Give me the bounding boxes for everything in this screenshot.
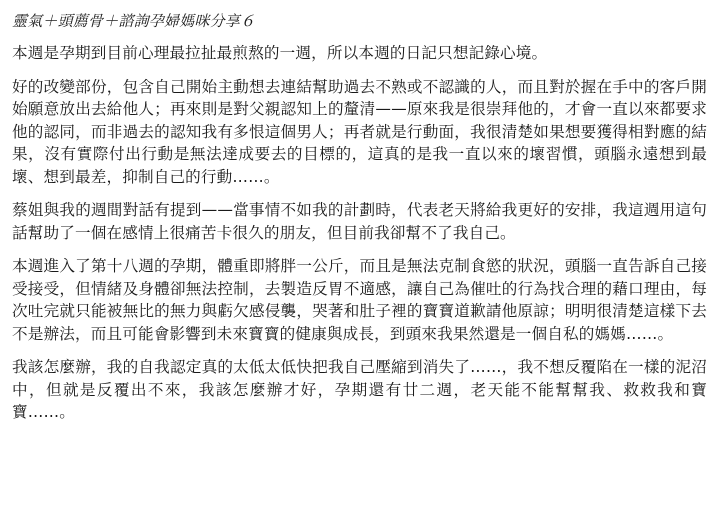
paragraph-3: 蔡姐與我的週間對話有提到——當事情不如我的計劃時，代表老天將給我更好的安排，我這週用這句話幫助了一個在感情上很痛苦卡很久的朋友，但目前我卻幫不了我自己。 — [12, 201, 707, 242]
paragraph-4: 本週進入了第十八週的孕期，體重即將胖一公斤，而且是無法克制食慾的狀況，頭腦一直告訴自己接受接受，但情緒及身體卻無法控制，去製造反胃不適感，讓自己為催吐的行為找合理的藉口理由，每次吐完就只能被無比的無力與虧欠感侵襲，哭著和肚子裡的寶寶道歉請他原諒；明明很清楚這樣下去不是辦法，而且可能會影響到未來寶寶的健康與成長，到頭來我果然還是一個自私的媽媽……。 — [12, 257, 707, 343]
paragraph-1: 本週是孕期到目前心理最拉扯最煎熬的一週，所以本週的日記只想記錄心境。 — [12, 44, 548, 62]
paragraph-5: 我該怎麼辦，我的自我認定真的太低太低快把我自己壓縮到消失了……，我不想反覆陷在一樣的泥沼中，但就是反覆出不來，我該怎麼辦才好，孕期還有廿二週，老天能不能幫幫我、救救我和寶寶……。 — [12, 358, 707, 421]
document-title: 靈氣＋頭薦骨＋諮詢孕婦媽咪分享６ — [12, 12, 256, 30]
paragraph-2: 好的改變部份，包含自己開始主動想去連結幫助過去不熟或不認識的人，而且對於握在手中的客戶開始願意放出去給他人；再來則是對父親認知上的釐清——原來我是很崇拜他的，才會一直以來都要求他的認同，而非過去的認知我有多恨這個男人；再者就是行動面，我很清楚如果想要獲得相對應的結果，沒有實際付出行動是無法達成要去的目標的，這真的是我一直以來的壞習慣，頭腦永遠想到最壞、想到最差，抑制自己的行動……。 — [12, 77, 707, 186]
